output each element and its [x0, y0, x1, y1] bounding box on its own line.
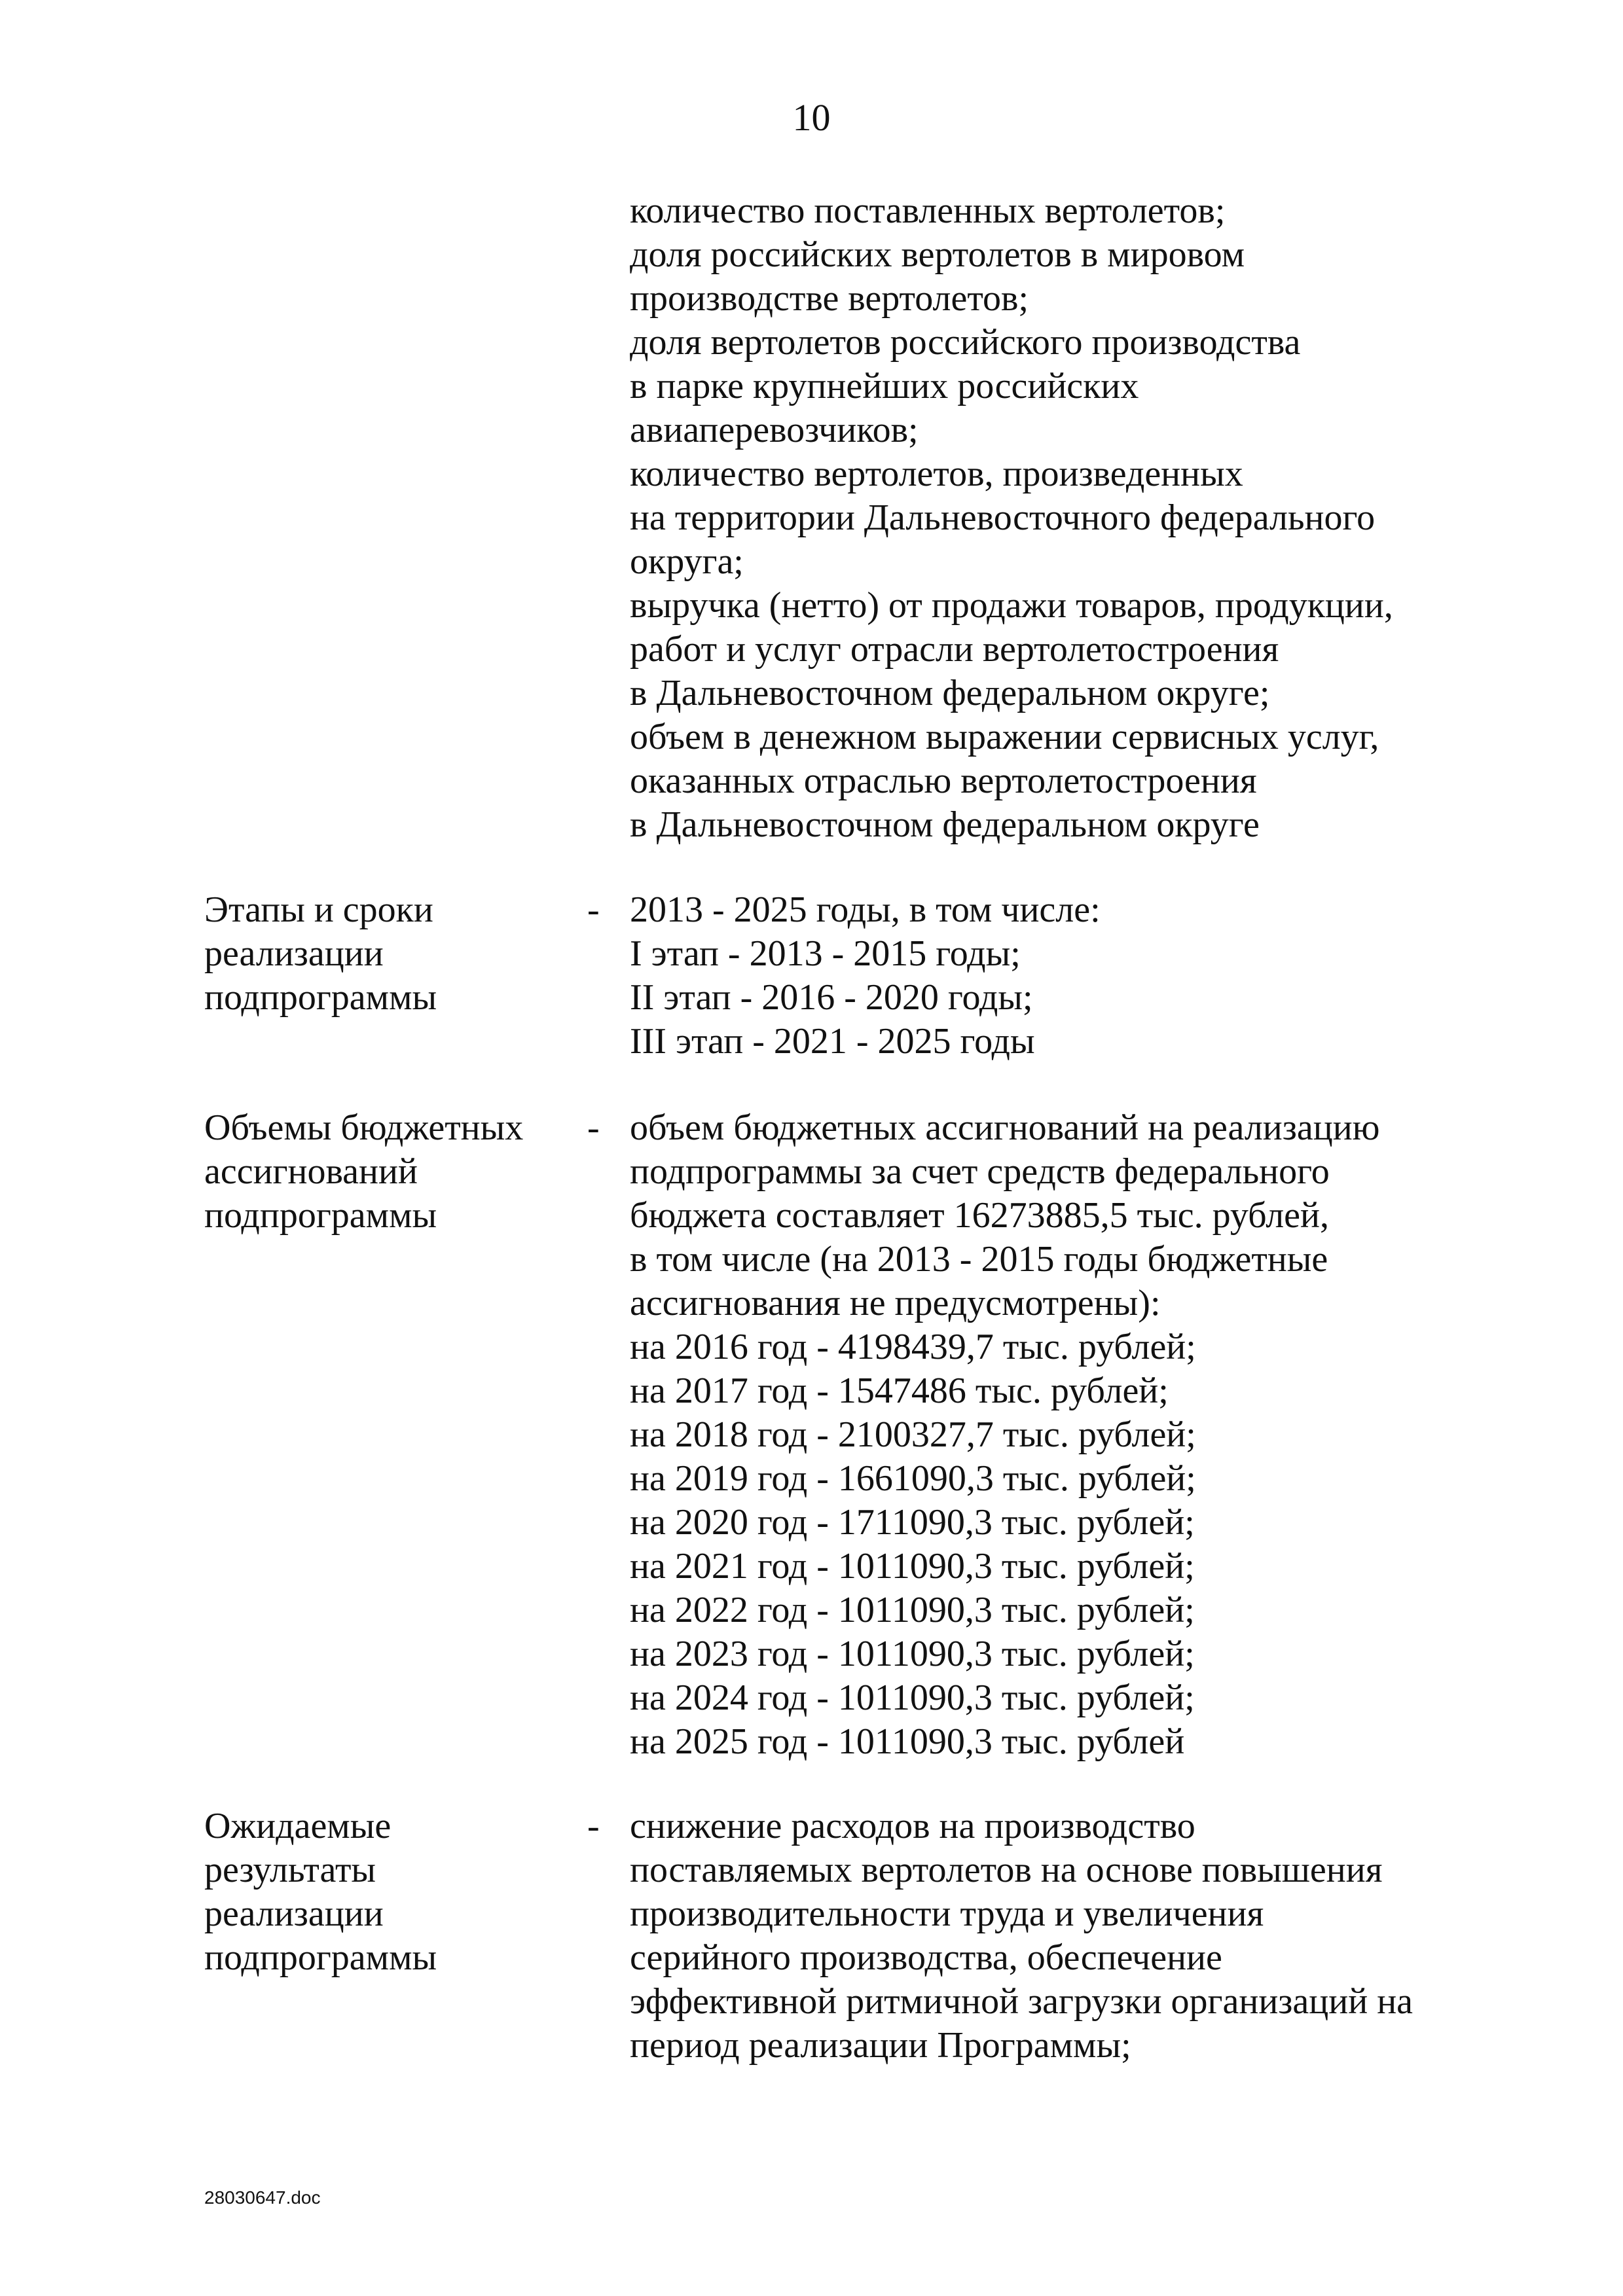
value-line: III этап - 2021 - 2025 годы	[630, 1021, 1035, 1062]
list-line: производстве вертолетов;	[630, 278, 1029, 319]
list-line: выручка (нетто) от продажи товаров, продукции,	[630, 585, 1393, 626]
list-line: авиаперевозчиков;	[630, 410, 919, 450]
row-dash: -	[587, 889, 600, 930]
indicators-list	[630, 189, 1393, 847]
value-line: поставляемых вертолетов на основе повышения	[630, 1850, 1383, 1890]
label-line: подпрограммы	[204, 1195, 437, 1236]
value-line: на 2025 год - 1011090,3 тыс. рублей	[630, 1721, 1185, 1762]
row-value	[630, 888, 1101, 1064]
label-line: ассигнований	[204, 1151, 418, 1192]
label-line: реализации	[204, 1893, 384, 1934]
value-line: бюджета составляет 16273885,5 тыс. рублей,	[630, 1195, 1329, 1236]
value-line: на 2023 год - 1011090,3 тыс. рублей;	[630, 1634, 1195, 1674]
value-line: I этап - 2013 - 2015 годы;	[630, 933, 1021, 974]
list-line: количество вертолетов, произведенных	[630, 454, 1243, 494]
label-line: реализации	[204, 933, 384, 974]
label-line: результаты	[204, 1850, 376, 1890]
value-line: на 2019 год - 1661090,3 тыс. рублей;	[630, 1458, 1196, 1499]
value-line: на 2021 год - 1011090,3 тыс. рублей;	[630, 1546, 1195, 1587]
list-line: в Дальневосточном федеральном округе;	[630, 673, 1270, 713]
value-line: на 2022 год - 1011090,3 тыс. рублей;	[630, 1590, 1195, 1630]
label-line: подпрограммы	[204, 977, 437, 1018]
list-line: округа;	[630, 541, 744, 582]
value-line: серийного производства, обеспечение	[630, 1937, 1222, 1978]
value-line: в том числе (на 2013 - 2015 годы бюджетные	[630, 1239, 1328, 1280]
value-line: период реализации Программы;	[630, 2025, 1131, 2066]
value-line: на 2024 год - 1011090,3 тыс. рублей;	[630, 1677, 1195, 1718]
value-line: ассигнования не предусмотрены):	[630, 1283, 1161, 1323]
value-line: 2013 - 2025 годы, в том числе:	[630, 889, 1101, 930]
list-line: оказанных отраслью вертолетостроения	[630, 761, 1257, 801]
list-line: в Дальневосточном федеральном округе	[630, 804, 1260, 845]
value-line: на 2020 год - 1711090,3 тыс. рублей;	[630, 1502, 1195, 1543]
value-line: снижение расходов на производство	[630, 1806, 1195, 1846]
list-line: работ и услуг отрасли вертолетостроения	[630, 629, 1279, 670]
list-line: на территории Дальневосточного федерального	[630, 497, 1376, 538]
row-value	[630, 1106, 1380, 1764]
list-line: доля российских вертолетов в мировом	[630, 234, 1245, 275]
document-filename: 28030647.doc	[204, 2187, 321, 2208]
list-line: объем в денежном выражении сервисных услуг,	[630, 717, 1379, 757]
list-line: количество поставленных вертолетов;	[630, 190, 1226, 231]
value-line: на 2018 год - 2100327,7 тыс. рублей;	[630, 1414, 1196, 1455]
label-line: Объемы бюджетных	[204, 1107, 524, 1148]
label-line: подпрограммы	[204, 1937, 437, 1978]
label-line: Ожидаемые	[204, 1806, 392, 1846]
row-label	[204, 1106, 523, 1238]
value-line: II этап - 2016 - 2020 годы;	[630, 977, 1033, 1018]
value-line: на 2017 год - 1547486 тыс. рублей;	[630, 1371, 1169, 1411]
label-line: Этапы и сроки	[204, 889, 433, 930]
value-line: объем бюджетных ассигнований на реализацию	[630, 1107, 1380, 1148]
list-line: в парке крупнейших российских	[630, 366, 1139, 406]
value-line: производительности труда и увеличения	[630, 1893, 1264, 1934]
row-dash: -	[587, 1107, 600, 1148]
value-line: эффективной ритмичной загрузки организаций на	[630, 1981, 1413, 2022]
row-label	[204, 1804, 437, 1980]
row-value	[630, 1804, 1413, 2068]
row-dash: -	[587, 1806, 600, 1846]
value-line: подпрограммы за счет средств федерального	[630, 1151, 1330, 1192]
row-label	[204, 888, 437, 1020]
list-line: доля вертолетов российского производства	[630, 322, 1301, 363]
page-number: 10	[792, 96, 831, 139]
value-line: на 2016 год - 4198439,7 тыс. рублей;	[630, 1327, 1196, 1367]
